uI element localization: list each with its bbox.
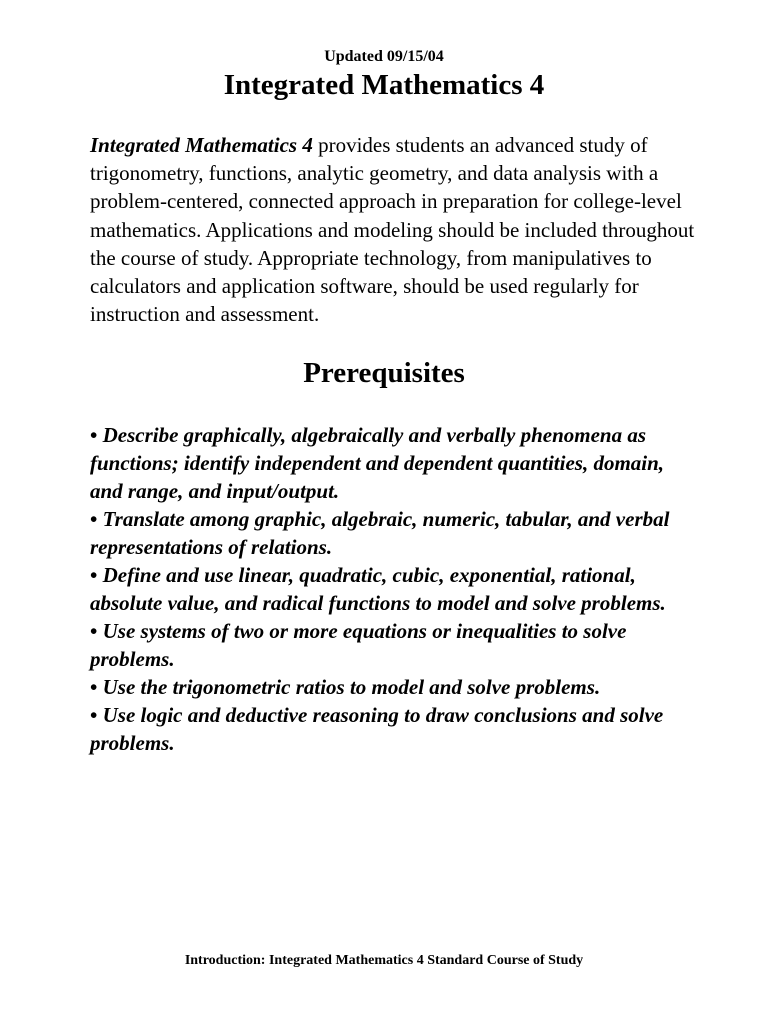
- page-footer: Introduction: Integrated Mathematics 4 Standard Course of Study: [184, 953, 584, 968]
- prerequisite-item: [90, 617, 690, 673]
- prerequisite-item: [90, 673, 690, 701]
- bullet-icon: •: [90, 675, 98, 699]
- prerequisite-text: Define and use linear, quadratic, cubic, exponential, rational, absolute value, and radical functions to model and solve problems.: [90, 563, 666, 615]
- prerequisite-text: Use logic and deductive reasoning to draw conclusions and solve problems.: [90, 703, 664, 755]
- prerequisite-item: [90, 561, 690, 617]
- bullet-icon: •: [90, 423, 98, 447]
- bullet-icon: •: [90, 703, 98, 727]
- prerequisite-text: Describe graphically, algebraically and verbally phenomena as functions; identify independent and dependent quantities, domain, and range, and input/output.: [90, 423, 665, 503]
- prerequisite-text: Use the trigonometric ratios to model and solve problems.: [102, 675, 601, 699]
- bullet-icon: •: [90, 563, 98, 587]
- prerequisites-list: [90, 421, 690, 757]
- prerequisite-item: [90, 505, 690, 561]
- prerequisite-item: [90, 701, 690, 757]
- prerequisites-heading: Prerequisites: [303, 357, 465, 389]
- prerequisite-text: Use systems of two or more equations or inequalities to solve problems.: [90, 619, 627, 671]
- page-title: Integrated Mathematics 4: [223, 69, 545, 101]
- intro-text: provides students an advanced study of trigonometry, functions, analytic geometry, and data analysis with a problem-centered, connected approach in preparation for college-level mathematics. Applications and modeling should be included throughout the course of study. Appropriate technology, from manipulatives to calculators and application software, should be used regularly for instruction and assessment.: [90, 133, 695, 327]
- updated-date: Updated 09/15/04: [324, 48, 444, 65]
- intro-paragraph: [90, 131, 700, 328]
- prerequisite-text: Translate among graphic, algebraic, numeric, tabular, and verbal representations of relations.: [90, 507, 670, 559]
- prerequisite-item: [90, 421, 690, 505]
- bullet-icon: •: [90, 507, 98, 531]
- bullet-icon: •: [90, 619, 98, 643]
- intro-course-name: Integrated Mathematics 4: [90, 133, 313, 157]
